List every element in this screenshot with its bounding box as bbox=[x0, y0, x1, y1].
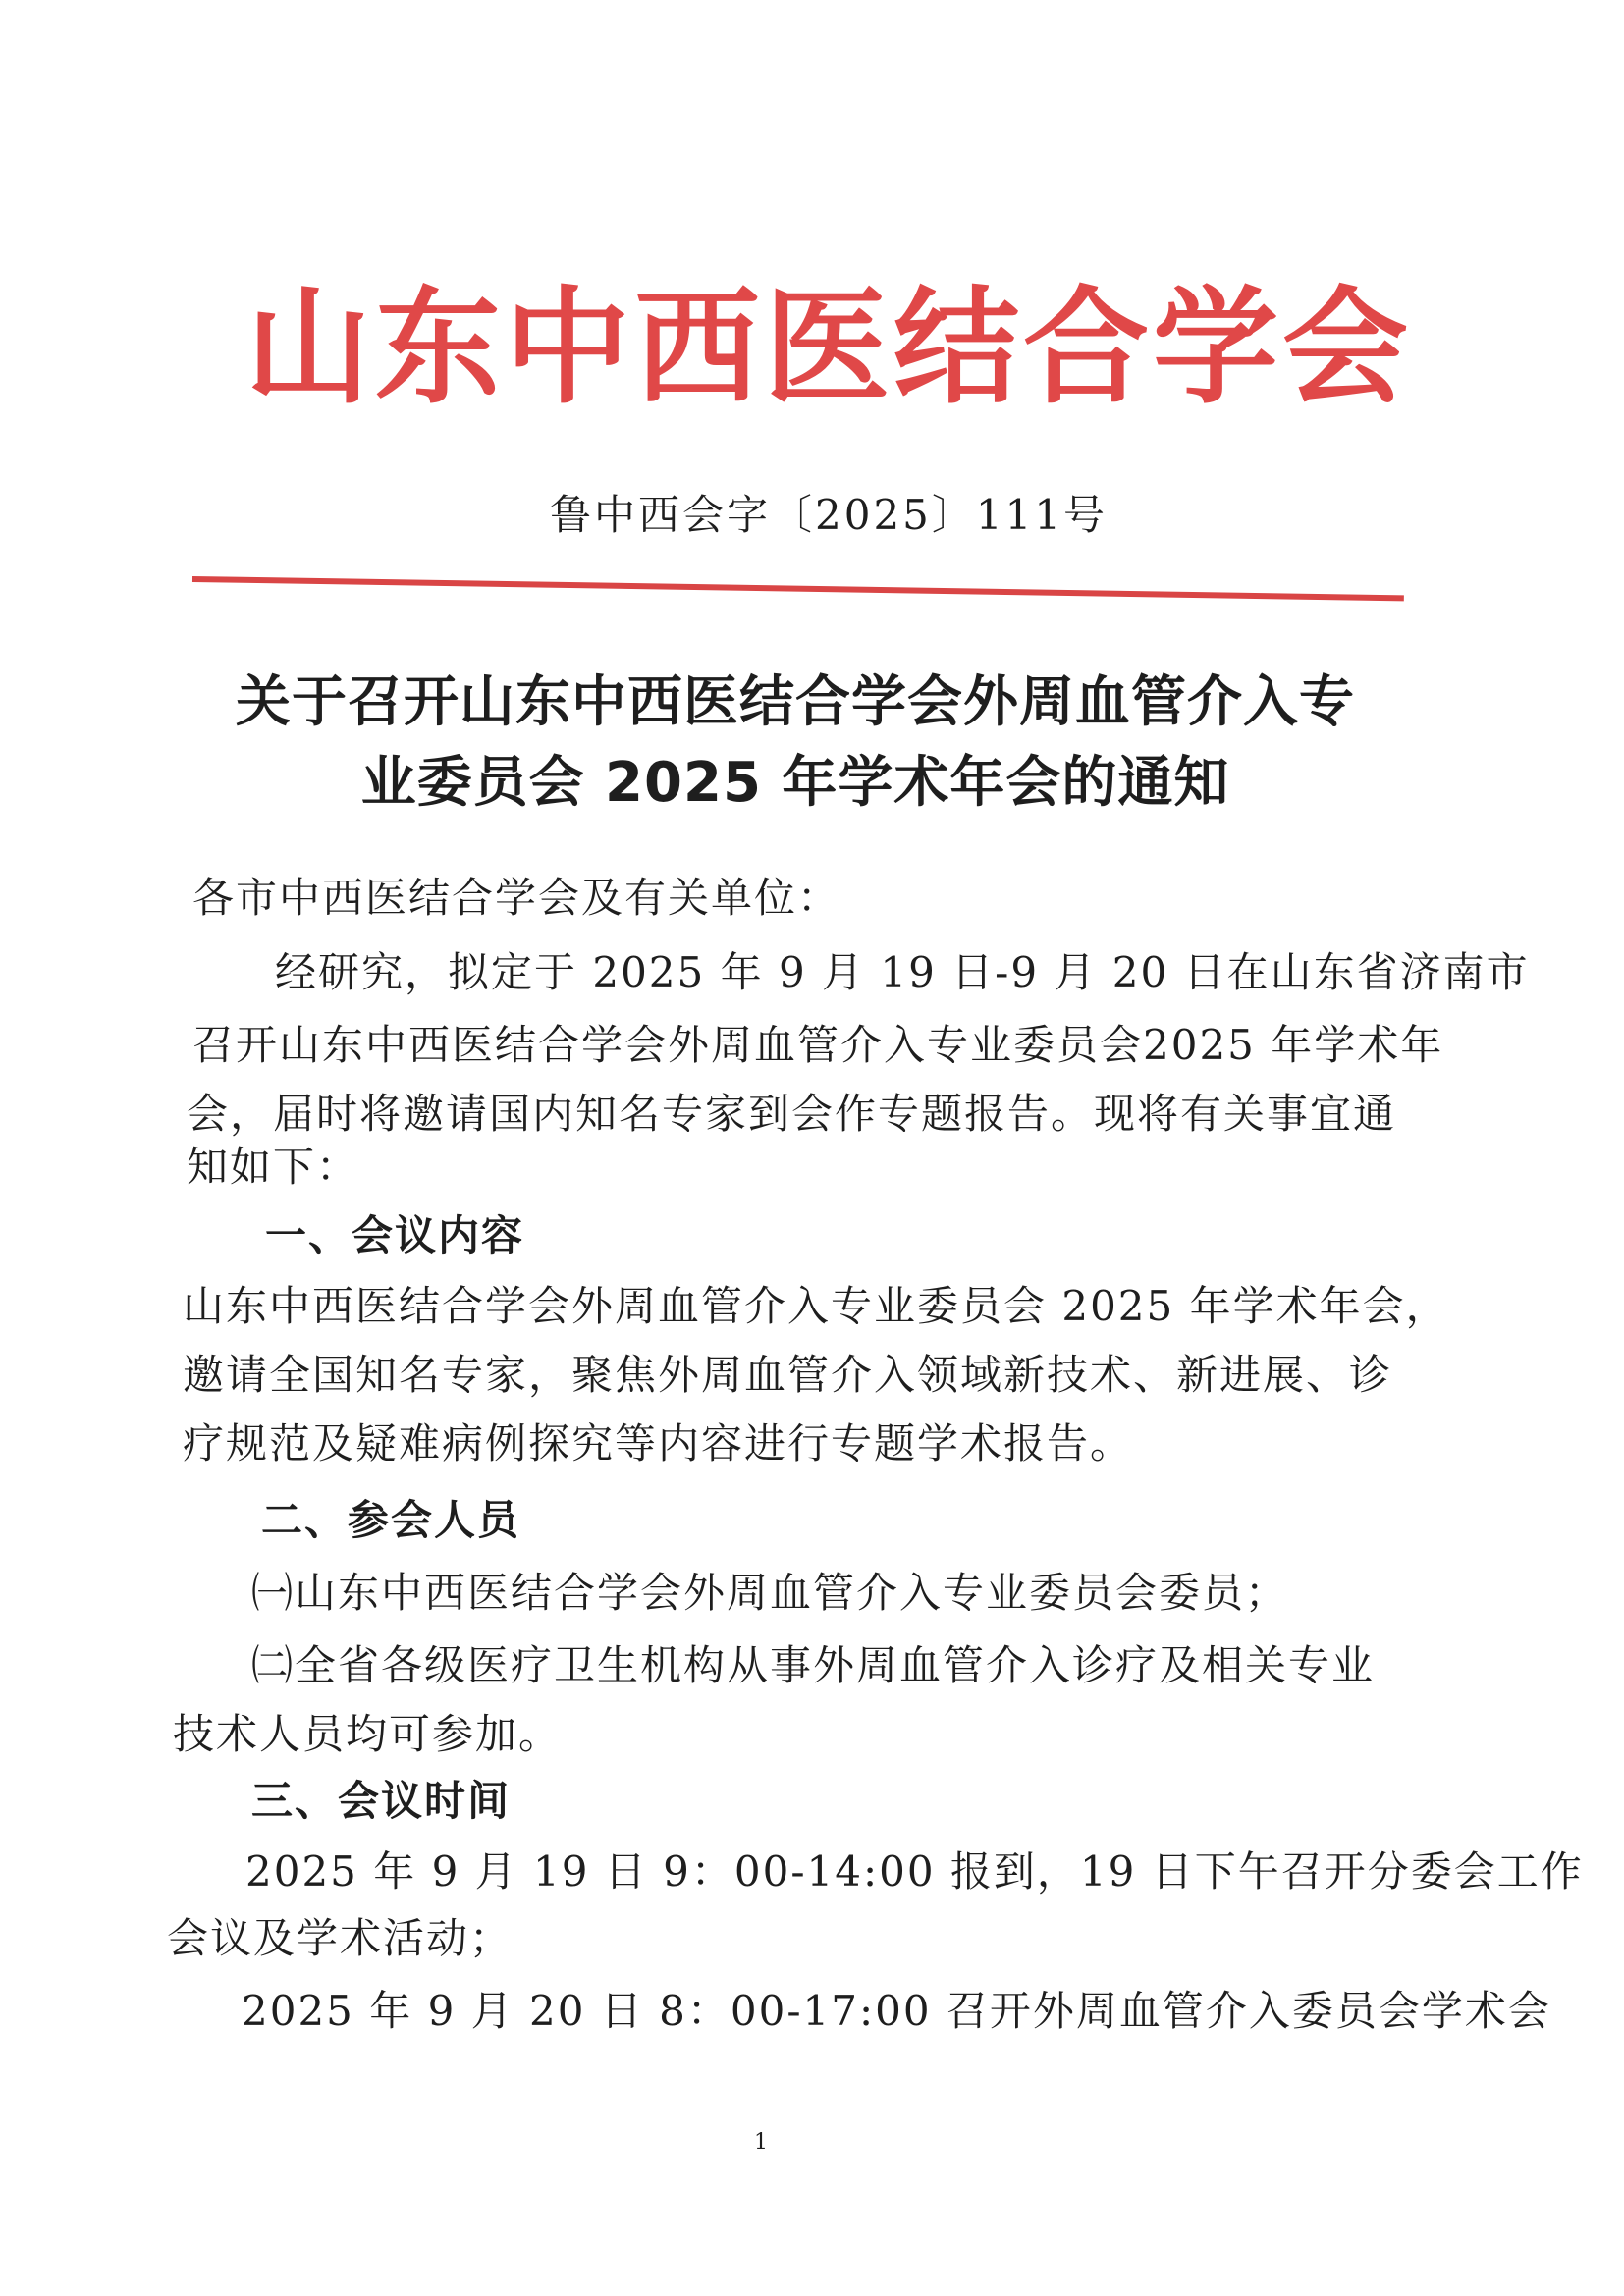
time-line-2: 会议及学术活动； bbox=[167, 1914, 514, 1962]
notice-title bbox=[196, 663, 1394, 824]
intro-line-1: 经研究，拟定于 2025 年 9 月 19 日-9 月 20 日在山东省济南市 bbox=[275, 948, 1530, 996]
intro-line-3: 会，届时将邀请国内知名专家到会作专题报告。现将有关事宜通 bbox=[187, 1090, 1397, 1138]
salutation: 各市中西医结合学会及有关单位： bbox=[192, 874, 841, 922]
intro-line-2: 召开山东中西医结合学会外周血管介入专业委员会2025 年学术年 bbox=[192, 1021, 1444, 1069]
notice-title-line-2: 业委员会 2025 年学术年会的通知 bbox=[360, 751, 1230, 815]
intro-line-4: 知如下： bbox=[187, 1143, 360, 1191]
participants-line-2: ㈡全省各级医疗卫生机构从事外周血管介入诊疗及相关专业 bbox=[251, 1641, 1376, 1689]
section-heading-participants: 二、参会人员 bbox=[261, 1496, 521, 1544]
masthead-title: 山东中西医结合学会 bbox=[245, 274, 1413, 421]
document-number: 鲁中西会字〔2025〕111号 bbox=[550, 491, 1109, 539]
participants-line-3: 技术人员均可参加。 bbox=[173, 1710, 563, 1758]
notice-title-line-1: 关于召开山东中西医结合学会外周血管介入专 bbox=[236, 670, 1355, 734]
section-heading-time: 三、会议时间 bbox=[251, 1777, 512, 1825]
participants-line-1: ㈠山东中西医结合学会外周血管介入专业委员会委员； bbox=[251, 1569, 1289, 1617]
content-line-1: 山东中西医结合学会外周血管介入专业委员会 2025 年学术年会， bbox=[183, 1282, 1449, 1330]
time-line-3: 2025 年 9 月 20 日 8：00-17:00 召开外周血管介入委员会学术会 bbox=[242, 1987, 1551, 2035]
content-line-3: 疗规范及疑难病例探究等内容进行专题学术报告。 bbox=[183, 1419, 1134, 1468]
page-number: 1 bbox=[754, 2130, 768, 2155]
section-heading-content: 一、会议内容 bbox=[265, 1211, 525, 1259]
content-line-2: 邀请全国知名专家，聚焦外周血管介入领域新技术、新进展、诊 bbox=[183, 1351, 1393, 1399]
red-separator-line bbox=[192, 576, 1404, 601]
time-line-1: 2025 年 9 月 19 日 9：00-14:00 报到，19 日下午召开分委会工作 bbox=[245, 1847, 1584, 1896]
